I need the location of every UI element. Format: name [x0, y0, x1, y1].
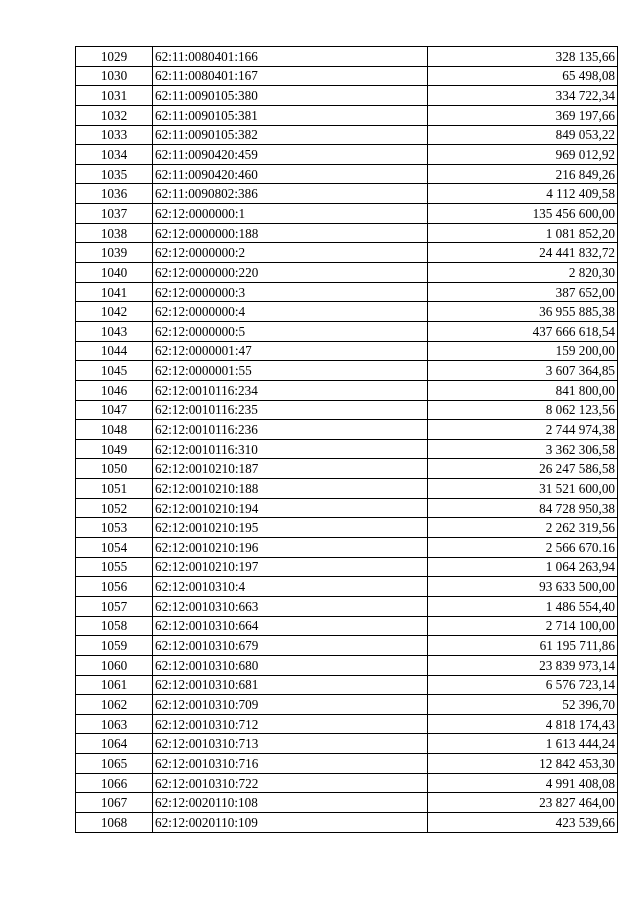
table-row: [76, 538, 618, 558]
cadastral-value-cell: 387 652,00: [428, 282, 618, 302]
cadastral-number-cell: 62:11:0090105:382: [153, 125, 428, 145]
table-row: [76, 773, 618, 793]
row-number-cell: 1043: [76, 321, 153, 341]
cadastral-value-cell: 159 200,00: [428, 341, 618, 361]
cadastral-value-cell: 12 842 453,30: [428, 754, 618, 774]
row-number-cell: 1052: [76, 498, 153, 518]
table-row: [76, 204, 618, 224]
cadastral-number-cell: 62:12:0010310:680: [153, 655, 428, 675]
cadastral-value-cell: 328 135,66: [428, 47, 618, 67]
cadastral-value-cell: 1 613 444,24: [428, 734, 618, 754]
cadastral-value-cell: 1 064 263,94: [428, 557, 618, 577]
cadastral-number-cell: 62:12:0000001:47: [153, 341, 428, 361]
table-row: [76, 636, 618, 656]
row-number-cell: 1046: [76, 380, 153, 400]
cadastral-value-cell: 841 800,00: [428, 380, 618, 400]
cadastral-number-cell: 62:12:0000000:3: [153, 282, 428, 302]
table-row: [76, 263, 618, 283]
table-row: [76, 164, 618, 184]
cadastral-value-cell: 2 566 670.16: [428, 538, 618, 558]
cadastral-number-cell: 62:12:0020110:108: [153, 793, 428, 813]
row-number-cell: 1037: [76, 204, 153, 224]
row-number-cell: 1061: [76, 675, 153, 695]
cadastral-number-cell: 62:12:0010310:713: [153, 734, 428, 754]
cadastral-value-cell: 84 728 950,38: [428, 498, 618, 518]
row-number-cell: 1057: [76, 596, 153, 616]
cadastral-number-cell: 62:11:0080401:166: [153, 47, 428, 67]
cadastral-value-cell: 437 666 618,54: [428, 321, 618, 341]
row-number-cell: 1031: [76, 86, 153, 106]
cadastral-number-cell: 62:12:0010310:663: [153, 596, 428, 616]
cadastral-number-cell: 62:12:0010210:188: [153, 479, 428, 499]
table-row: [76, 479, 618, 499]
table-row: [76, 380, 618, 400]
row-number-cell: 1047: [76, 400, 153, 420]
row-number-cell: 1041: [76, 282, 153, 302]
cadastral-number-cell: 62:12:0000000:220: [153, 263, 428, 283]
table-row: [76, 675, 618, 695]
row-number-cell: 1055: [76, 557, 153, 577]
table-row: [76, 47, 618, 67]
cadastral-value-cell: 216 849,26: [428, 164, 618, 184]
row-number-cell: 1067: [76, 793, 153, 813]
cadastral-number-cell: 62:12:0010116:236: [153, 420, 428, 440]
cadastral-number-cell: 62:12:0010210:197: [153, 557, 428, 577]
row-number-cell: 1033: [76, 125, 153, 145]
cadastral-number-cell: 62:12:0000000:4: [153, 302, 428, 322]
table-row: [76, 616, 618, 636]
cadastral-value-cell: 423 539,66: [428, 812, 618, 832]
cadastral-value-cell: 24 441 832,72: [428, 243, 618, 263]
cadastral-value-cell: 26 247 586,58: [428, 459, 618, 479]
cadastral-value-cell: 2 820,30: [428, 263, 618, 283]
cadastral-value-table: [75, 46, 618, 833]
row-number-cell: 1053: [76, 518, 153, 538]
table-row: [76, 557, 618, 577]
table-row: [76, 793, 618, 813]
cadastral-value-cell: 4 818 174,43: [428, 714, 618, 734]
cadastral-value-cell: 4 112 409,58: [428, 184, 618, 204]
table-row: [76, 125, 618, 145]
cadastral-number-cell: 62:12:0000000:1: [153, 204, 428, 224]
cadastral-value-cell: 6 576 723,14: [428, 675, 618, 695]
table-row: [76, 341, 618, 361]
cadastral-number-cell: 62:12:0000000:2: [153, 243, 428, 263]
row-number-cell: 1065: [76, 754, 153, 774]
row-number-cell: 1049: [76, 439, 153, 459]
table-row: [76, 754, 618, 774]
row-number-cell: 1039: [76, 243, 153, 263]
table-row: [76, 596, 618, 616]
table-row: [76, 302, 618, 322]
table-row: [76, 184, 618, 204]
cadastral-value-cell: 61 195 711,86: [428, 636, 618, 656]
cadastral-value-cell: 93 633 500,00: [428, 577, 618, 597]
row-number-cell: 1038: [76, 223, 153, 243]
row-number-cell: 1042: [76, 302, 153, 322]
row-number-cell: 1058: [76, 616, 153, 636]
row-number-cell: 1040: [76, 263, 153, 283]
table-row: [76, 734, 618, 754]
row-number-cell: 1054: [76, 538, 153, 558]
row-number-cell: 1036: [76, 184, 153, 204]
cadastral-value-cell: 369 197,66: [428, 105, 618, 125]
cadastral-number-cell: 62:12:0010210:196: [153, 538, 428, 558]
table-row: [76, 655, 618, 675]
cadastral-value-cell: 23 827 464,00: [428, 793, 618, 813]
row-number-cell: 1034: [76, 145, 153, 165]
cadastral-number-cell: 62:12:0000000:188: [153, 223, 428, 243]
row-number-cell: 1032: [76, 105, 153, 125]
row-number-cell: 1048: [76, 420, 153, 440]
table-row: [76, 439, 618, 459]
table-row: [76, 145, 618, 165]
cadastral-number-cell: 62:12:0010310:679: [153, 636, 428, 656]
cadastral-number-cell: 62:11:0090420:460: [153, 164, 428, 184]
cadastral-value-cell: 3 607 364,85: [428, 361, 618, 381]
table-row: [76, 518, 618, 538]
cadastral-value-cell: 4 991 408,08: [428, 773, 618, 793]
row-number-cell: 1050: [76, 459, 153, 479]
table-body: [76, 47, 618, 833]
cadastral-value-cell: 52 396,70: [428, 695, 618, 715]
row-number-cell: 1063: [76, 714, 153, 734]
table-row: [76, 400, 618, 420]
cadastral-number-cell: 62:12:0010310:664: [153, 616, 428, 636]
table-row: [76, 695, 618, 715]
cadastral-number-cell: 62:12:0010310:712: [153, 714, 428, 734]
cadastral-value-cell: 969 012,92: [428, 145, 618, 165]
row-number-cell: 1066: [76, 773, 153, 793]
row-number-cell: 1035: [76, 164, 153, 184]
row-number-cell: 1059: [76, 636, 153, 656]
cadastral-value-cell: 1 081 852,20: [428, 223, 618, 243]
cadastral-value-cell: 334 722,34: [428, 86, 618, 106]
cadastral-number-cell: 62:11:0090105:380: [153, 86, 428, 106]
cadastral-number-cell: 62:12:0010210:187: [153, 459, 428, 479]
cadastral-number-cell: 62:12:0010210:194: [153, 498, 428, 518]
table-row: [76, 243, 618, 263]
cadastral-value-cell: 23 839 973,14: [428, 655, 618, 675]
row-number-cell: 1051: [76, 479, 153, 499]
table-row: [76, 420, 618, 440]
cadastral-number-cell: 62:12:0010310:709: [153, 695, 428, 715]
row-number-cell: 1056: [76, 577, 153, 597]
cadastral-number-cell: 62:12:0010210:195: [153, 518, 428, 538]
cadastral-number-cell: 62:12:0010116:310: [153, 439, 428, 459]
table-row: [76, 66, 618, 86]
cadastral-number-cell: 62:12:0010310:716: [153, 754, 428, 774]
row-number-cell: 1062: [76, 695, 153, 715]
table-row: [76, 498, 618, 518]
cadastral-value-cell: 31 521 600,00: [428, 479, 618, 499]
cadastral-value-cell: 2 744 974,38: [428, 420, 618, 440]
cadastral-value-cell: 3 362 306,58: [428, 439, 618, 459]
row-number-cell: 1045: [76, 361, 153, 381]
cadastral-number-cell: 62:12:0010310:4: [153, 577, 428, 597]
cadastral-number-cell: 62:12:0010310:681: [153, 675, 428, 695]
row-number-cell: 1060: [76, 655, 153, 675]
cadastral-value-cell: 2 714 100,00: [428, 616, 618, 636]
row-number-cell: 1030: [76, 66, 153, 86]
cadastral-number-cell: 62:12:0000000:5: [153, 321, 428, 341]
table-row: [76, 714, 618, 734]
cadastral-number-cell: 62:12:0010116:235: [153, 400, 428, 420]
cadastral-number-cell: 62:12:0010116:234: [153, 380, 428, 400]
table-row: [76, 321, 618, 341]
cadastral-value-cell: 36 955 885,38: [428, 302, 618, 322]
cadastral-number-cell: 62:11:0090105:381: [153, 105, 428, 125]
cadastral-number-cell: 62:12:0020110:109: [153, 812, 428, 832]
cadastral-value-cell: 8 062 123,56: [428, 400, 618, 420]
cadastral-value-cell: 849 053,22: [428, 125, 618, 145]
row-number-cell: 1044: [76, 341, 153, 361]
table-row: [76, 459, 618, 479]
cadastral-number-cell: 62:11:0090420:459: [153, 145, 428, 165]
table-row: [76, 223, 618, 243]
table-row: [76, 577, 618, 597]
cadastral-number-cell: 62:12:0010310:722: [153, 773, 428, 793]
cadastral-number-cell: 62:11:0080401:167: [153, 66, 428, 86]
row-number-cell: 1068: [76, 812, 153, 832]
cadastral-number-cell: 62:11:0090802:386: [153, 184, 428, 204]
cadastral-value-cell: 1 486 554,40: [428, 596, 618, 616]
cadastral-value-cell: 2 262 319,56: [428, 518, 618, 538]
table-row: [76, 812, 618, 832]
row-number-cell: 1064: [76, 734, 153, 754]
table-row: [76, 105, 618, 125]
cadastral-number-cell: 62:12:0000001:55: [153, 361, 428, 381]
table-row: [76, 86, 618, 106]
cadastral-value-cell: 65 498,08: [428, 66, 618, 86]
row-number-cell: 1029: [76, 47, 153, 67]
table-row: [76, 361, 618, 381]
cadastral-value-cell: 135 456 600,00: [428, 204, 618, 224]
table-row: [76, 282, 618, 302]
